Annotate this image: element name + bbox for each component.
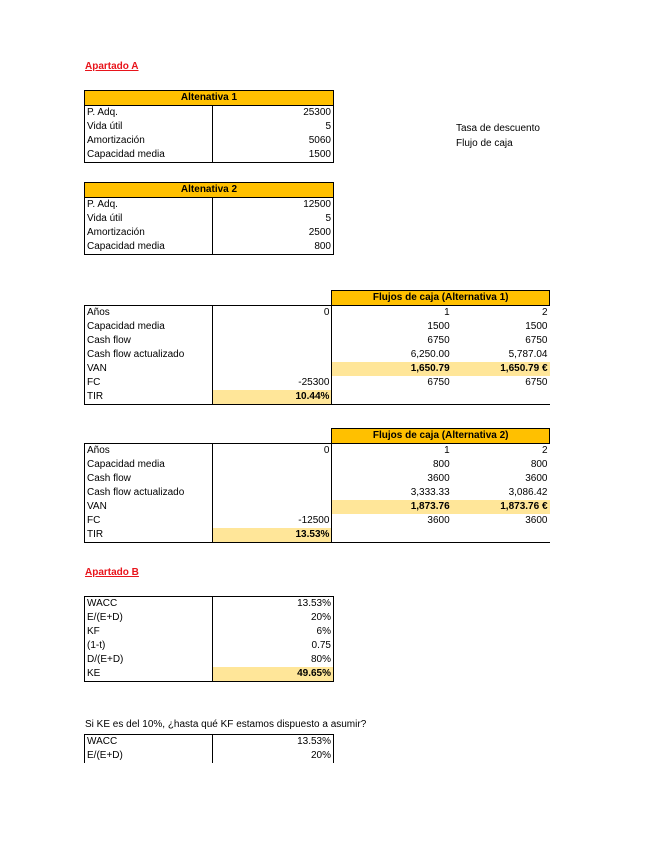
table-cell-label[interactable]: FC (85, 514, 213, 528)
table-cell[interactable] (212, 486, 332, 500)
table-cell-label[interactable]: Cash flow (85, 472, 213, 486)
table-cell-value[interactable]: 20% (213, 749, 334, 763)
table-cell-empty (212, 429, 332, 444)
table-cell-value[interactable]: 800 (213, 240, 334, 255)
table-cell[interactable]: -25300 (212, 376, 332, 390)
ke-value-cell[interactable]: 49.65% (213, 667, 334, 682)
table-cell-value[interactable]: 2500 (213, 226, 334, 240)
table-cell-label[interactable]: (1-t) (85, 639, 213, 653)
table-cell[interactable]: 3600 (427, 515, 450, 526)
table-cell[interactable]: 0 (212, 444, 332, 459)
table-cell[interactable] (452, 390, 550, 405)
van-cell[interactable]: 1,650.79 (332, 362, 452, 376)
table-cell[interactable]: 6750 (427, 335, 450, 346)
table-cell-value[interactable]: 20% (213, 611, 334, 625)
table-cell-label[interactable]: E/(E+D) (85, 611, 213, 625)
table-cell-label[interactable]: Capacidad media (85, 148, 213, 163)
table-cell-empty (85, 291, 213, 306)
table-cell-label[interactable]: Años (85, 444, 213, 459)
table-cell-empty (85, 429, 213, 444)
table-cell[interactable] (212, 472, 332, 486)
table-cell-label[interactable]: Cash flow actualizado (85, 486, 213, 500)
table-cell-label[interactable]: P. Adq. (85, 106, 213, 121)
table-cell-label[interactable]: Amortización (85, 134, 213, 148)
flujos-alternativa-2-table (84, 428, 550, 543)
table-cell-value[interactable]: 5 (213, 212, 334, 226)
table-cell-label[interactable]: KE (85, 667, 213, 682)
table-cell[interactable]: 5,787.04 (508, 349, 548, 360)
table-cell[interactable]: 3,086.42 (508, 487, 548, 498)
table-cell[interactable] (332, 390, 452, 405)
table-cell[interactable]: 6,250.00 (410, 349, 450, 360)
table-cell-label[interactable]: Capacidad media (85, 320, 213, 334)
table-cell-label[interactable]: FC (85, 376, 213, 390)
table-cell[interactable]: 1 (444, 307, 450, 318)
table-cell-value[interactable]: 5 (213, 120, 334, 134)
table-cell-label[interactable]: Cash flow actualizado (85, 348, 213, 362)
table-cell[interactable] (212, 500, 332, 514)
wacc-table (84, 596, 334, 682)
table-cell[interactable] (452, 528, 550, 543)
van-cell[interactable]: 1,650.79 € (452, 362, 550, 376)
alternativa-1-table (84, 90, 334, 163)
table-cell-label[interactable]: Años (85, 306, 213, 321)
alternativa-2-table (84, 182, 334, 255)
table-cell-value[interactable]: 13.53% (213, 735, 334, 750)
table-cell-label[interactable]: VAN (85, 500, 213, 514)
wacc-table-2 (84, 734, 334, 763)
table-cell-value[interactable]: 13.53% (213, 597, 334, 612)
table-cell-label[interactable]: TIR (85, 390, 213, 405)
table-cell[interactable] (212, 458, 332, 472)
table-cell-value[interactable]: 5060 (213, 134, 334, 148)
table-cell-label[interactable]: KF (85, 625, 213, 639)
table-cell-value[interactable]: 12500 (213, 198, 334, 213)
flujos-2-title: Flujos de caja (Alternativa 2) (332, 429, 550, 444)
table-cell-label[interactable]: TIR (85, 528, 213, 543)
apartado-b-heading: Apartado B (85, 567, 139, 578)
table-cell-label[interactable]: Vida útil (85, 120, 213, 134)
table-cell-value[interactable]: 25300 (213, 106, 334, 121)
table-cell-label[interactable]: WACC (85, 597, 213, 612)
table-cell-label[interactable]: E/(E+D) (85, 749, 213, 763)
flujos-1-title: Flujos de caja (Alternativa 1) (332, 291, 550, 306)
table-cell[interactable]: -12500 (212, 514, 332, 528)
table-cell-value[interactable]: 6% (213, 625, 334, 639)
table-cell[interactable] (332, 528, 452, 543)
table-cell-label[interactable]: Cash flow (85, 334, 213, 348)
flujo-caja-label: Flujo de caja (456, 138, 513, 149)
table-cell-label[interactable]: Capacidad media (85, 458, 213, 472)
tasa-descuento-label: Tasa de descuento (456, 123, 540, 134)
table-cell-value[interactable]: 80% (213, 653, 334, 667)
table-cell[interactable] (212, 348, 332, 362)
table-cell-value[interactable]: 1500 (213, 148, 334, 163)
table-cell[interactable]: 1500 (427, 321, 450, 332)
table-cell[interactable]: 1 (444, 445, 450, 456)
table-cell[interactable]: 800 (530, 459, 548, 470)
table-cell[interactable]: 3600 (525, 515, 548, 526)
table-cell[interactable]: 3600 (525, 473, 548, 484)
table-cell[interactable]: 1500 (525, 321, 548, 332)
table-cell[interactable]: 6750 (525, 377, 548, 388)
question-text: Si KE es del 10%, ¿hasta qué KF estamos dispuesto a asumir? (85, 719, 367, 730)
table-cell-label[interactable]: VAN (85, 362, 213, 376)
table-cell[interactable] (212, 320, 332, 334)
table-cell-value[interactable]: 0.75 (213, 639, 334, 653)
alternativa-1-title: Altenativa 1 (85, 91, 334, 106)
tir-cell[interactable]: 13.53% (212, 528, 332, 543)
table-cell[interactable]: 3,333.33 (410, 487, 450, 498)
table-cell-label[interactable]: P. Adq. (85, 198, 213, 213)
table-cell-label[interactable]: Amortización (85, 226, 213, 240)
table-cell[interactable]: 2 (541, 307, 548, 318)
table-cell[interactable]: 3600 (427, 473, 450, 484)
table-cell-empty (212, 291, 332, 306)
table-cell-label[interactable]: Vida útil (85, 212, 213, 226)
flujos-alternativa-1-table (84, 290, 550, 405)
table-cell-label[interactable]: WACC (85, 735, 213, 750)
table-cell-label[interactable]: D/(E+D) (85, 653, 213, 667)
table-cell[interactable] (212, 334, 332, 348)
table-cell[interactable]: 2 (541, 445, 548, 456)
table-cell[interactable]: 6750 (525, 335, 548, 346)
table-cell-label[interactable]: Capacidad media (85, 240, 213, 255)
table-cell[interactable]: 800 (432, 459, 450, 470)
tir-cell[interactable]: 10.44% (212, 390, 332, 405)
alternativa-2-title: Altenativa 2 (85, 183, 334, 198)
van-cell[interactable]: 1,873.76 € (452, 500, 550, 514)
van-cell[interactable]: 1,873.76 (332, 500, 452, 514)
apartado-a-heading: Apartado A (85, 61, 139, 72)
table-cell[interactable]: 0 (212, 306, 332, 321)
table-cell[interactable]: 6750 (427, 377, 450, 388)
table-cell[interactable] (212, 362, 332, 376)
